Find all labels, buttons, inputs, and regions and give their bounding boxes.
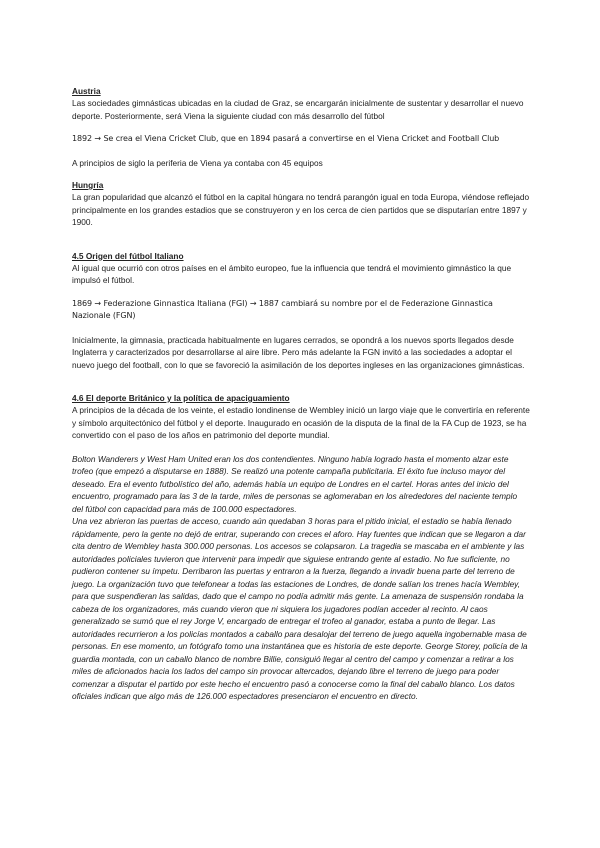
italiano-paragraph-2: 1869 → Federazione Ginnastica Italiana (FGI) → 1887 cambiará su nombre por el de Federazione Ginnastica Nazionale (FGN) <box>72 298 493 320</box>
heading-origen-futbol-italiano: 4.5 Origen del fútbol Italiano <box>72 250 184 261</box>
austria-paragraph-2: 1892 → Se crea el Viena Cricket Club, que en 1894 pasará a convertirse en el Viena Cricket and Football Club <box>72 134 500 143</box>
hungria-paragraph-1: La gran popularidad que alcanzó el fútbol en la capital húngara no tendrá parangón igual en toda Europa, viéndose reflejado principalmente en los grandes estadios que se construyeron y en los cerca de cien partidos que se disputarían entre 1897 y 1900. <box>72 192 530 227</box>
heading-hungria: Hungría <box>72 180 104 190</box>
britanico-paragraph-1: A principios de la década de los veinte, el estadio londinense de Wembley inició un largo viaje que le convertiría en referente y símbolo arquitectónico del fútbol y el deporte. Inaugurado en ocasión de la disputa de la final de la FA Cup de 1923, se ha convertido con el paso de los años en patrimonio del deporte mundial. <box>72 405 530 440</box>
heading-austria: Austria <box>72 86 101 96</box>
italiano-paragraph-3: Inicialmente, la gimnasia, practicada habitualmente en lugares cerrados, se opondrá a los nuevos sports llegados desde Inglaterra y caracterizados por desarrollarse al aire libre. Pero más adelante la FGN invitó a las sociedades a adoptar el nuevo juego del football, con lo que se favoreció la asimilación de los deportes ingleses en las organizaciones gimnásticas. <box>72 334 525 370</box>
document-body <box>72 86 530 703</box>
austria-paragraph-3: A principios de siglo la periferia de Viena ya contaba con 45 equipos <box>72 157 323 168</box>
austria-paragraph-1: Las sociedades gimnásticas ubicadas en la ciudad de Graz, se encargarán inicialmente de sustentar y desarrollar el nuevo deporte. Posteriormente, será Viena la siguiente ciudad con más desarrollo del fútbol <box>72 98 524 121</box>
britanico-paragraph-2: Bolton Wanderers y West Ham United eran los dos contendientes. Ninguno había logrado hasta el momento alzar este trofeo (que empezó a disputarse en 1888). Se realizó una potente campaña publicitaria. El éxito fue incluso mayor del deseado. Era el evento futbolístico del año, además había un equipo de Londres en el cartel. Horas antes del inicio del encuentro, programado para las 3 de la tarde, miles de personas se aglomeraban en los alrededores del naciente templo del fútbol con capacidad para más de 100.000 espectadores. <box>72 453 518 514</box>
italiano-paragraph-1: Al igual que ocurrió con otros países en el ámbito europeo, fue la influencia que tendrá el movimiento gimnástico la que impulsó el fútbol. <box>72 262 512 285</box>
heading-deporte-britanico: 4.6 El deporte Británico y la política de apaciguamiento <box>72 393 290 403</box>
britanico-paragraph-3: Una vez abrieron las puertas de acceso, cuando aún quedaban 3 horas para el pitido inicial, el estadio se había llenado rápidamente, pero la gente no dejó de entrar, superando con creces el aforo. Hay fuentes que indican que se llegaron a dar cita dentro de Wembley hasta 300.000 personas. Los accesos se colapsaron. La tragedia se mascaba en el ambiente y las autoridades policiales tuvieron que intervenir para impedir que siguiese entrando gente al estadio. No fue suficiente, no pudieron contener su ímpetu. Derribaron las puertas y entraron a la fuerza, llegando a invadir buena parte del terreno de juego. La organización tuvo que telefonear a todas las estaciones de Londres, de donde salían los trenes hacía Wembley, para que suspendieran las salidas, dado que el campo no podía admitir más gente. La amenaza de suspensión rondaba la cabeza de los organizadores, más cuando vieron que ni siquiera los jugadores podían acceder al recinto. Al caos generalizado se sumó que el rey Jorge V, encargado de entregar el trofeo al ganador, estaba a punto de llegar. Las autoridades recurrieron a los policías montados a caballo para desalojar del terreno de juego aquella ingobernable masa de personas. En ese momento, un fotógrafo tomo una instantánea que es historia de este deporte. George Storey, policía de la guardia montada, con un caballo blanco de nombre Billie, consiguió llegar al centro del campo y comenzar a retirar a los miles de aficionados hacia los lados del campo sin provocar altercados, dejando libre el terreno de juego para poder comenzar a disputar el partido por este hecho el encuentro pasó a conocerse como la final del caballo blanco. Los datos oficiales indican que algo más de 126.000 espectadores presenciaron el encuentro en directo. <box>72 516 528 701</box>
